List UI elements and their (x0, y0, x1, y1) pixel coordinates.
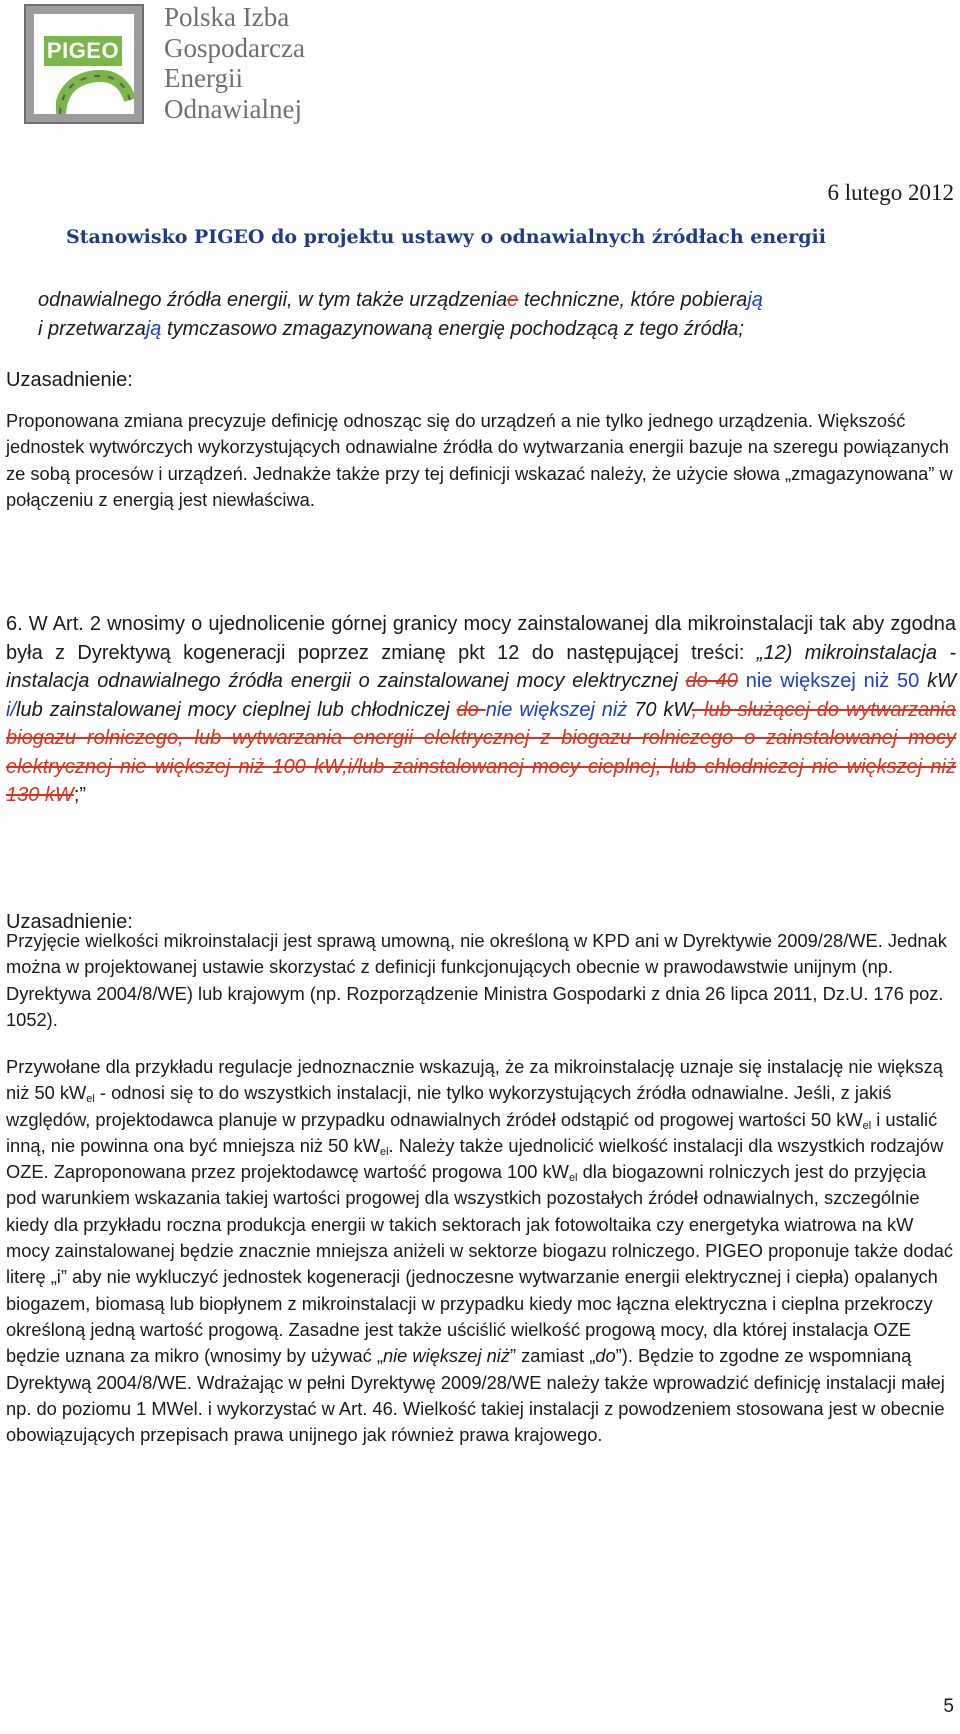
point-6-proposal: 6. W Art. 2 wnosimy o ujednolicenie górnej granicy mocy zainstalowanej dla mikroinstalacji tak aby zgodna była z Dyrektywą kogeneracji poprzez zmianę pkt 12 do następującej treści: „12) mikroinstalacja - instalacja odnawialnego źródła energii o zainstalowanej mocy elektrycznej do 40 nie większej niż 50 kW i/lub zainstalowanej mocy cieplnej lub chłodniczej do nie większej niż 70 kW, lub służącej do wytwarzania biogazu rolniczego, lub wytwarzania energii elektrycznej z biogazu rolniczego o zainstalowanej mocy elektrycznej nie większej niż 100 kW,i/lub zainstalowanej mocy cieplnej, lub chłodniczej nie większej niż 130 kW;” (6, 613, 957, 806)
organization-name (164, 2, 305, 124)
inserted-text: nie większej niż (485, 698, 628, 721)
definition-line-1: odnawialnego źródła energii, w tym także urządzeniae techniczne, które pobierają (38, 289, 763, 311)
logo-background (34, 14, 134, 114)
justification-paragraph: Przyjęcie wielkości mikroinstalacji jest sprawą umowną, nie określoną w KPD ani w Dyrektywie 2009/28/WE. Jednak można w projektowanej ustawie skorzystać z definicji funkcjonujących obecnie w prawodawstwie unijnym (np. Dyrektywa 2004/8/WE) lub krajowym (np. Rozporządzenie Ministra Gospodarki z dnia 26 lipca 2011, Dz.U. 176 poz. 1052). (6, 930, 947, 1030)
inserted-text: nie większej niż 50 (737, 670, 920, 692)
org-name-line: Energii (164, 63, 243, 93)
org-name-line: Gospodarcza (164, 32, 305, 63)
definition-line-2: i przetwarzają tymczasowo zmagazynowaną energię pochodzącą z tego źródła; (38, 317, 744, 340)
org-name-line: Odnawialnej (164, 93, 302, 124)
inserted-text: ją (747, 289, 763, 311)
document-date: 6 lutego 2012 (827, 180, 954, 205)
pigeo-logo (24, 4, 144, 124)
org-name-line: Polska Izba (164, 2, 290, 32)
deleted-text: do 40 (685, 670, 738, 692)
inserted-text: i/ (6, 698, 16, 721)
justification-paragraph: Proponowana zmiana precyzuje definicję odnosząc się do urządzeń a nie tylko jednego urządzenia. Większość jednostek wytwórczych wykorzystujących odnawialne źródła do wytwarzania energii bazuje na szeregu powiązanych ze sobą procesów i urządzeń. Jednakże także przy tej definicji wskazać należy, że użycie słowa „zmagazynowana” w połączeniu z energią jest niewłaściwa. (6, 410, 953, 510)
page-number: 5 (943, 1696, 954, 1717)
justification-paragraph: Przywołane dla przykładu regulacje jednoznacznie wskazują, że za mikroinstalację uznaje się instalację nie większą niż 50 $kW_{el}$ - odnosi się to do wszystkich instalacji, nie tylko wykorzystujących źródła odnawialne. Jeśli, z jakiś względów, projektodawca planuje w przypadku odnawialnych źródeł odstąpić od progowej wartości 50 $kW_{el}$ i ustalić inną, nie powinna ona być mniejsza niż 50 $kW_{el}$. Należy także ujednolicić wielkość instalacji dla wszystkich rodzajów OZE. Zaproponowana przez projektodawcę wartość progowa 100 $kW_{el}$ dla biogazowni rolniczych jest do przyjęcia pod warunkiem wskazania takiej wartości progowej dla wszystkich pozostałych źródeł odnawialnych, szczególnie kiedy dla przykładu roczna produkcja energii w takich sektorach jak fotowoltaika czy energetyka wiatrowa na kW mocy zainstalowanej będzie znacznie mniejsza aniżeli w sektorze biogazu rolniczego. PIGEO proponuje także dodać literę „i” aby nie wykluczyć jednostek kogeneracji (jednoczesne wytwarzanie energii elektrycznej i ciepła) opalanych biogazem, biomasą lub biopłynem z mikroinstalacji w przypadku kiedy moc łączna elektryczna i cieplna przekroczy określoną jedną wartość progową. Zasadne jest także uściślić wielkość progową mocy, dla której instalacja OZE będzie uznana za mikro (wnosimy by używać „nie większej niż” zamiast „do”). Będzie to zgodne ze wspomnianą Dyrektywą 2004/8/WE. Wdrażając w pełni Dyrektywę 2009/28/WE należy także wprowadzić definicję instalacji małej np. do poziomu 1 MWel. i wykorzystać w Art. 46. Wielkość takiej instalacji z powodzeniem stosowana jest w obecnie obowiązujących przepisach prawa unijnego jak również prawa krajowego. (6, 1056, 954, 1446)
definition-continuation (38, 286, 956, 343)
logo-leaf-arc-icon (56, 70, 134, 116)
deleted-text: e (507, 289, 519, 311)
inserted-text: ją (145, 317, 162, 340)
justification-label: Uzasadnienie: (6, 369, 133, 391)
document-title: Stanowisko PIGEO do projektu ustawy o odnawialnych źródłach energii (66, 226, 826, 248)
deleted-text: do (456, 698, 486, 721)
logo-text: PIGEO (44, 36, 122, 66)
deleted-text: , lub służącej do wytwarzania biogazu rolniczego, lub wytwarzania energii elektrycznej z biogazu rolniczego o zainstalowanej mocy elektrycznej nie większej niż 100 kW,i/lub zainstalowanej mocy cieplnej, lub chłodniczej nie większej niż 130 kW (6, 698, 956, 806)
justification-label: Uzasadnienie: (6, 911, 133, 933)
